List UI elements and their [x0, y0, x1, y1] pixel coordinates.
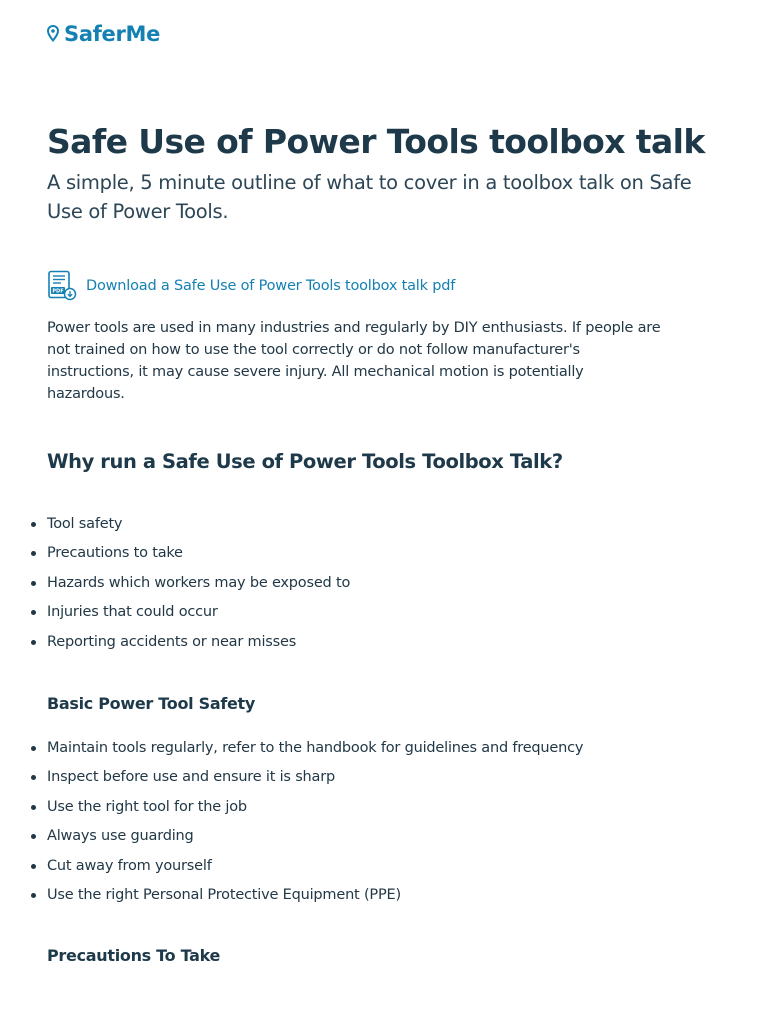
bullet-icon: [31, 581, 36, 586]
basic-safety-list: [0, 734, 720, 910]
download-pdf-label: Download a Safe Use of Power Tools toolbox talk pdf: [86, 277, 456, 294]
bullet-icon: [31, 805, 36, 810]
list-item: Injuries that could occur: [0, 598, 720, 627]
list-item: Always use guarding: [0, 822, 720, 851]
list-item: Use the right Personal Protective Equipment (PPE): [0, 881, 720, 910]
bullet-icon: [31, 640, 36, 645]
list-item: Precautions to take: [0, 539, 720, 568]
why-heading: Why run a Safe Use of Power Tools Toolbox Talk?: [47, 450, 563, 473]
bullet-icon: [31, 551, 36, 556]
bullet-icon: [31, 746, 36, 751]
list-item: Use the right tool for the job: [0, 793, 720, 822]
map-pin-icon: [47, 25, 59, 43]
list-item: Hazards which workers may be exposed to: [0, 569, 720, 598]
pdf-document-icon: [47, 270, 77, 301]
bullet-icon: [31, 610, 36, 615]
bullet-icon: [31, 775, 36, 780]
download-pdf-link[interactable]: [47, 270, 455, 301]
bullet-icon: [31, 522, 36, 527]
page-subtitle: A simple, 5 minute outline of what to cover in a toolbox talk on Safe Use of Power Tools.: [47, 171, 692, 223]
bullet-icon: [31, 893, 36, 898]
precautions-heading: Precautions To Take: [47, 946, 221, 965]
list-item: Tool safety: [0, 510, 720, 539]
bullet-icon: [31, 834, 36, 839]
list-item: Maintain tools regularly, refer to the handbook for guidelines and frequency: [0, 734, 720, 763]
list-item: Cut away from yourself: [0, 852, 720, 881]
svg-text:PDF: PDF: [52, 288, 64, 295]
brand-name: SaferMe: [64, 22, 161, 46]
intro-paragraph: Power tools are used in many industries and regularly by DIY enthusiasts. If people are not trained on how to use the tool correctly or do not follow manufacturer's instructions, it may cause severe injury. All mechanical motion is potentially hazardous.: [47, 320, 661, 402]
saferme-logo[interactable]: [47, 22, 160, 46]
basic-safety-heading: Basic Power Tool Safety: [47, 694, 256, 713]
bullet-icon: [31, 864, 36, 869]
list-item: Reporting accidents or near misses: [0, 628, 720, 657]
why-list: [0, 510, 720, 657]
page-title: Safe Use of Power Tools toolbox talk: [47, 122, 705, 161]
list-item: Inspect before use and ensure it is sharp: [0, 763, 720, 792]
